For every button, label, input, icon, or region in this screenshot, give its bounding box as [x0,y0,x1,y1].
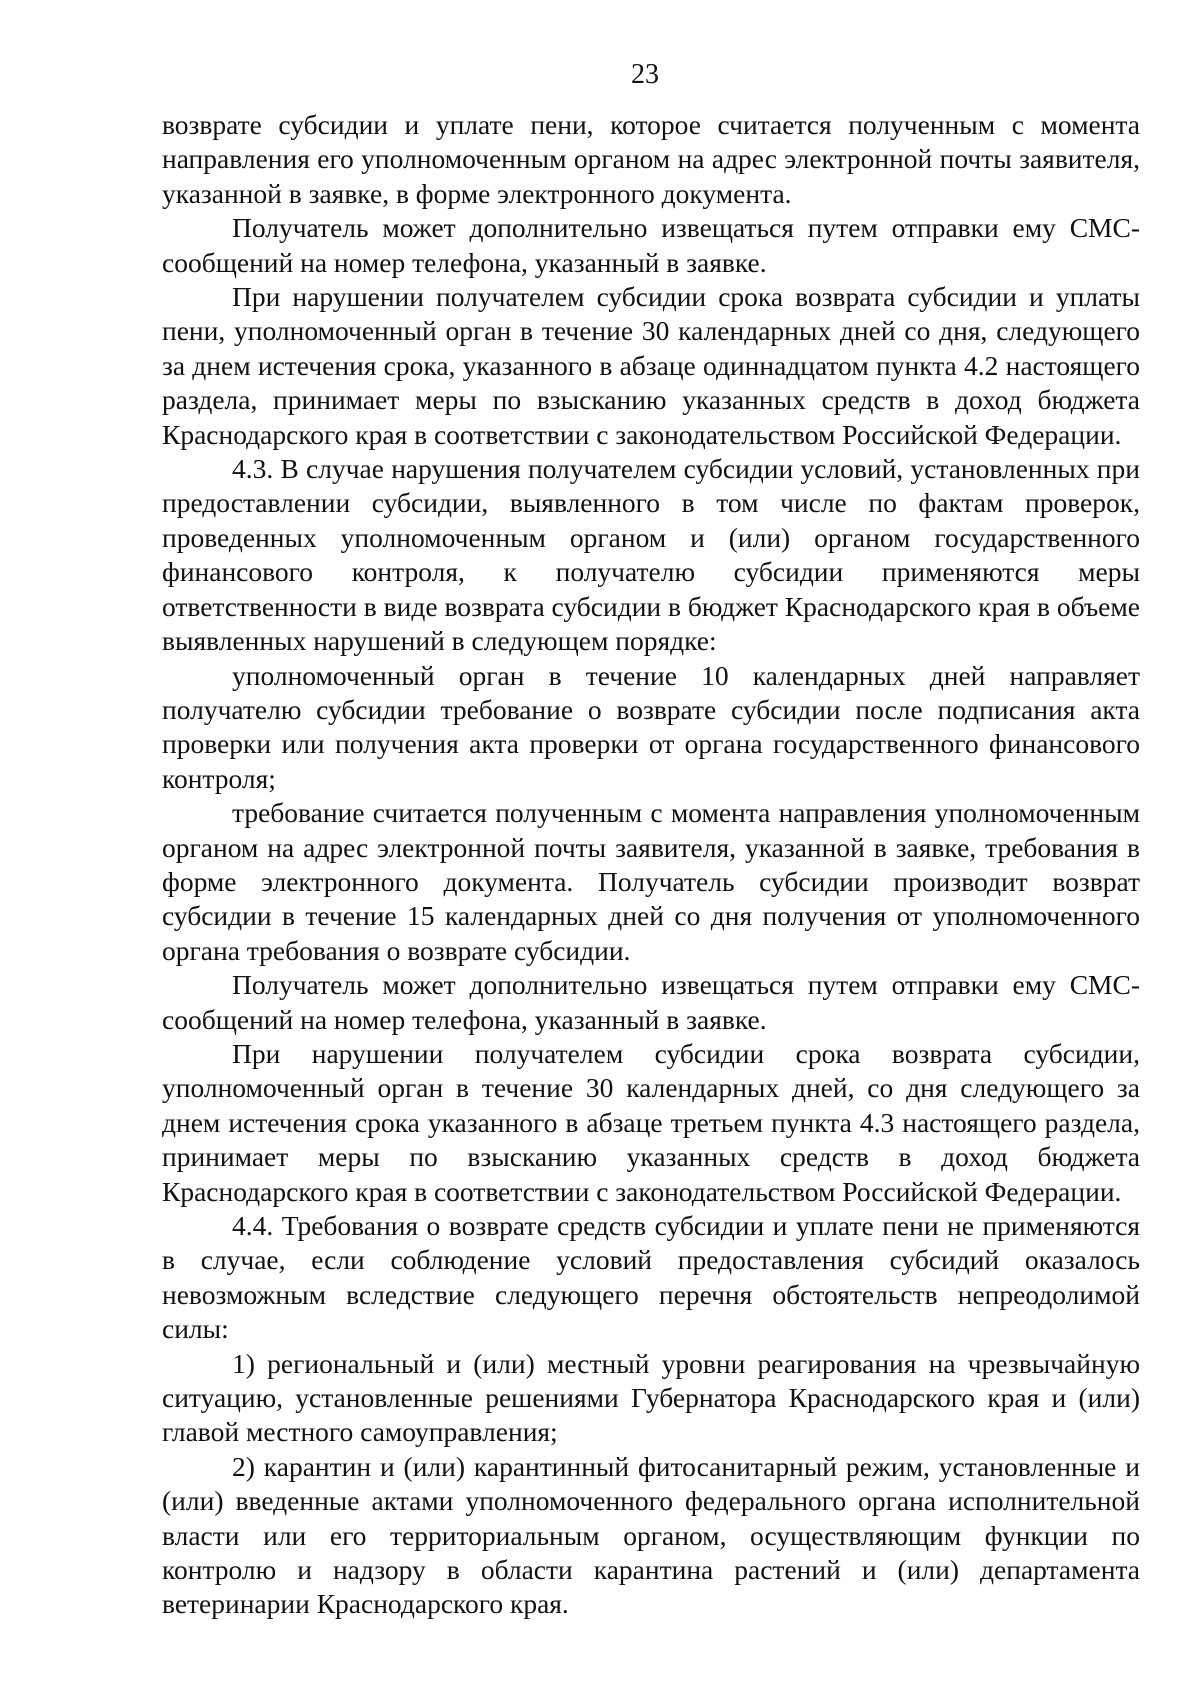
paragraph-sms-notice-1: Получатель может дополнительно извещаться путем отправки ему СМС-сообщений на номер телефона, указанный в заявке. [162,212,1140,278]
list-item-1: 1) региональный и (или) местный уровни реагирования на чрезвычайную ситуацию, установленные решениями Губернатора Краснодарского края и (или) главой местного самоуправления; [162,1347,1140,1448]
page-number: 23 [631,59,659,90]
list-item-2: 2) карантин и (или) карантинный фитосанитарный режим, установленные и (или) введенные актами уполномоченного федерального органа исполнительной власти или его территориальным органом, осуществляющим функции по контролю и надзору в области карантина растений и (или) департамента ветеринарии Краснодарского края. [162,1450,1140,1620]
paragraph-sms-notice-2: Получатель может дополнительно извещаться путем отправки ему СМС-сообщений на номер телефона, указанный в заявке. [162,969,1140,1035]
document-body [162,108,1140,1622]
paragraph-section-4-3: 4.3. В случае нарушения получателем субсидии условий, установленных при предоставлении субсидии, выявленного в том числе по фактам проверок, проведенных уполномоченным органом и (или) органом государственного финансового контроля, к получателю субсидии применяются меры ответственности в виде возврата субсидии в бюджет Краснодарского края в объеме выявленных нарушений в следующем порядке: [162,453,1140,657]
paragraph-recovery-4-2: При нарушении получателем субсидии срока возврата субсидии и уплаты пени, уполномоченный орган в течение 30 календарных дней со дня, следующего за днем истечения срока, указанного в абзаце одиннадцатом пункта 4.2 настоящего раздела, принимает меры по взысканию указанных средств в доход бюджета Краснодарского края в соответствии с законодательством Российской Федерации. [162,281,1140,450]
paragraph-recovery-4-3: При нарушении получателем субсидии срока возврата субсидии, уполномоченный орган в течение 30 календарных дней, со дня следующего за днем истечения срока указанного в абзаце третьем пункта 4.3 настоящего раздела, принимает меры по взысканию указанных средств в доход бюджета Краснодарского края в соответствии с законодательством Российской Федерации. [162,1037,1140,1207]
paragraph-requirement-received: требование считается полученным с момента направления уполномоченным органом на адрес электронной почты заявителя, указанной в заявке, требования в форме электронного документа. Получатель субсидии производит возврат субсидии в течение 15 календарных дней со дня получения от уполномоченного органа требования о возврате субсидии. [162,797,1140,966]
paragraph-requirement-sending: уполномоченный орган в течение 10 календарных дней направляет получателю субсидии требование о возврате субсидии после подписания акта проверки или получения акта проверки от органа государственного финансового контроля; [162,659,1140,794]
paragraph-section-4-4: 4.4. Требования о возврате средств субсидии и уплате пени не применяются в случае, если соблюдение условий предоставления субсидий оказалось невозможным вследствие следующего перечня обстоятельств непреодолимой силы: [162,1210,1140,1345]
paragraph-continuation: возврате субсидии и уплате пени, которое считается полученным с момента направления его уполномоченным органом на адрес электронной почты заявителя, указанной в заявке, в форме электронного документа. [162,109,1140,209]
